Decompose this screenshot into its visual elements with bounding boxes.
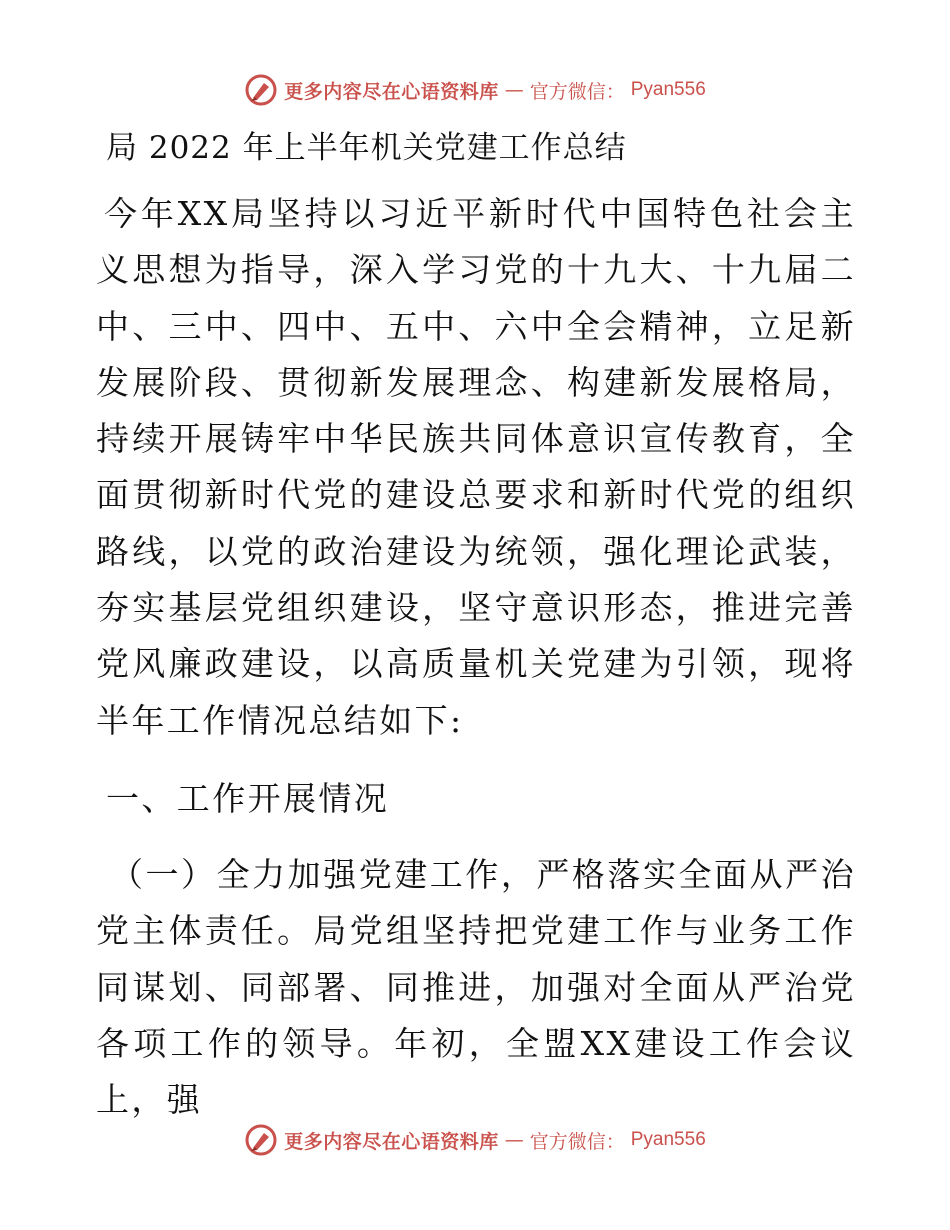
watermark-official-label: 官方微信： [529,1130,625,1153]
watermark-wechat-id: Pyan556 [630,79,706,100]
watermark-dash: — [504,1129,524,1151]
section-paragraph: （一）全力加强党建工作，严格落实全面从严治党主体责任。局党组坚持把党建工作与业务工作同谋划、同部署、同推进，加强对全面从严治党各项工作的领导。年初，全盟XX建设工作会议上，强 [96,854,856,1120]
watermark-dash: — [504,79,524,101]
intro-paragraph: 今年XX局坚持以习近平新时代中国特色社会主义思想为指导，深入学习党的十九大、十九届二中、三中、四中、五中、六中全会精神，立足新发展阶段、贯彻新发展理念、构建新发展格局，持续开展铸牢中华民族共同体意识宣传教育，全面贯彻新时代党的建设总要求和新时代党的组织路线，以党的政治建设为统领，强化理论武装，夯实基层党组织建设，坚守意识形态，推进完善党风廉政建设，以高质量机关党建为引领，现将半年工作情况总结如下: [96,194,856,740]
section-heading: 一、工作开展情况 [106,778,390,818]
pen-nib-circle-icon [244,73,278,107]
document-body [96,126,856,1128]
watermark-brand: 更多内容尽在心语资料库 [284,1130,499,1153]
watermark-official-label: 官方微信： [529,80,625,103]
watermark-brand: 更多内容尽在心语资料库 [284,80,499,103]
watermark-wechat-id: Pyan556 [630,1129,706,1150]
watermark-header [0,72,950,108]
pen-nib-circle-icon [244,1123,278,1157]
watermark-footer [0,1122,950,1158]
document-title: 局 2022 年上半年机关党建工作总结 [106,130,627,166]
